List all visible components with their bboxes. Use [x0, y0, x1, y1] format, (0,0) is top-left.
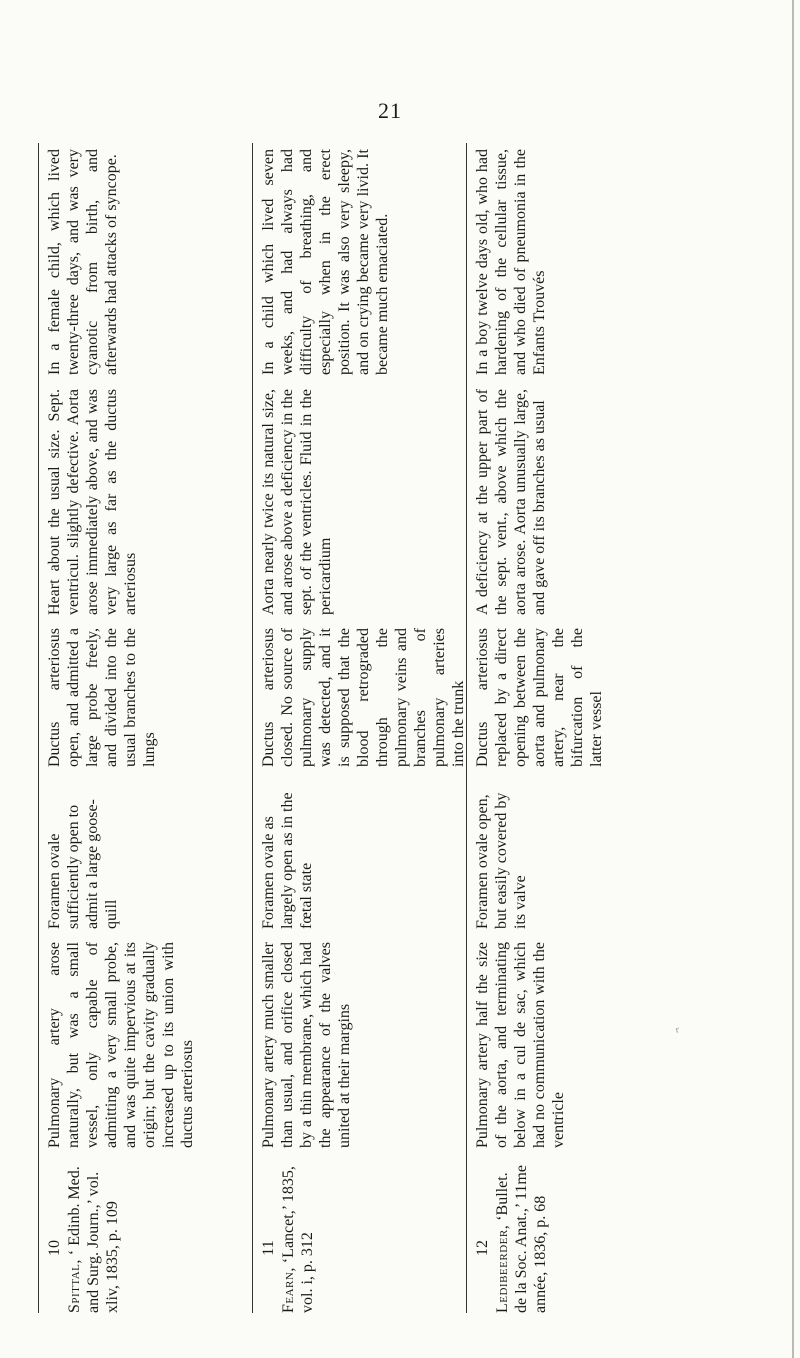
- author-name: Ledibeerder,: [494, 1224, 511, 1313]
- case-number: 10: [46, 1240, 63, 1256]
- reference-cell: [259, 1155, 467, 1313]
- case-number: 12: [474, 1240, 491, 1256]
- clinical-notes-cell: In a boy twelve days old, who had hardening of the cellular tissue, and who died of pneumonia in the Enfants Trouvés: [474, 149, 548, 375]
- clinical-notes-cell: In a female child, which lived twenty-three days, and was very cyanotic from birth, and afterwards had attacks of syncope.: [46, 149, 120, 375]
- citation: ‘Bullet. de la Soc. Anat.,’ 11me année, 1836, p. 68: [494, 1165, 549, 1313]
- page-edge: [792, 0, 794, 1358]
- ductus-arteriosus-cell: Ductus arteriosus closed. No source of pulmonary supply was detected, and it is supposed that the blood retrograded through the pulmonary veins and branches of pulmonary arteries into the trunk: [260, 628, 467, 767]
- author-name: Fearn,: [280, 1267, 297, 1313]
- citation: ‘ Edinb. Med. and Surg. Journ.,’ vol. xliv, 1835, p. 109: [66, 1166, 121, 1313]
- reference-cell: [473, 1155, 679, 1313]
- pulmonary-artery-cell: Pulmonary artery much smaller than usual, and orifice closed by a thin membrane, which had the appearance of the valves united at their margins: [260, 942, 353, 1148]
- case-table: [38, 143, 678, 1313]
- ductus-arteriosus-cell: Ductus arteriosus open, and admitted a large probe freely, and divided into the usual branches to the lungs: [46, 628, 158, 767]
- heart-cell: Aorta nearly twice its natural size, and arose above a deficiency in the sept. of the ventricles. Fluid in the pericardium: [260, 389, 334, 615]
- pulmonary-artery-cell: Pulmonary artery arose naturally, but was a small vessel, only capable of admitting a very small probe, and was quite impervious at its origin; but the cavity gradually increased up to its union with ductus arteriosus: [46, 942, 196, 1148]
- table-row: [252, 143, 467, 1313]
- foramen-ovale-cell: Foramen ovale sufficiently open to admit a large goose-quill: [46, 799, 120, 929]
- reference-cell: [45, 1155, 253, 1313]
- heart-cell: Heart about the usual size. Sept. ventricul. slightly defective. Aorta arose immediately above, and was very large as far as the ductus arteriosus: [46, 389, 139, 615]
- clinical-notes-cell: In a child which lived seven weeks, and had always had difficulty of breathing, and especially when in the erect position. It was also very sleepy, and on crying became very livid. It became much emaciated.: [260, 149, 391, 375]
- ductus-arteriosus-cell: Ductus arteriosus replaced by a direct opening between the aorta and pulmonary artery, near the bifurcation of the latter vessel: [474, 628, 605, 767]
- pulmonary-artery-cell: Pulmonary artery half the size of the aorta, and terminating below in a cul de sac, which had no communication with the ventricle: [474, 942, 567, 1148]
- rotated-table-wrapper: [38, 143, 678, 1313]
- page-number: 21: [378, 98, 402, 123]
- author-name: Spittal,: [66, 1259, 83, 1313]
- pencil-mark: ʳ: [673, 1023, 683, 1042]
- citation: ‘Lancet,’ 1835, vol. i, p. 312: [280, 1166, 316, 1313]
- foramen-ovale-cell: Foramen ovale open, but easily covered by its valve: [474, 792, 529, 929]
- heart-cell: A deficiency at the upper part of the sept. vent., above which the aorta arose. Aorta unusually large, and gave off its branches as usual: [474, 389, 548, 615]
- table-row: [38, 143, 253, 1313]
- foramen-ovale-cell: Foramen ovale as largely open as in the fœtal state: [260, 792, 315, 929]
- case-number: 11: [260, 1240, 277, 1256]
- table-row: [466, 143, 679, 1313]
